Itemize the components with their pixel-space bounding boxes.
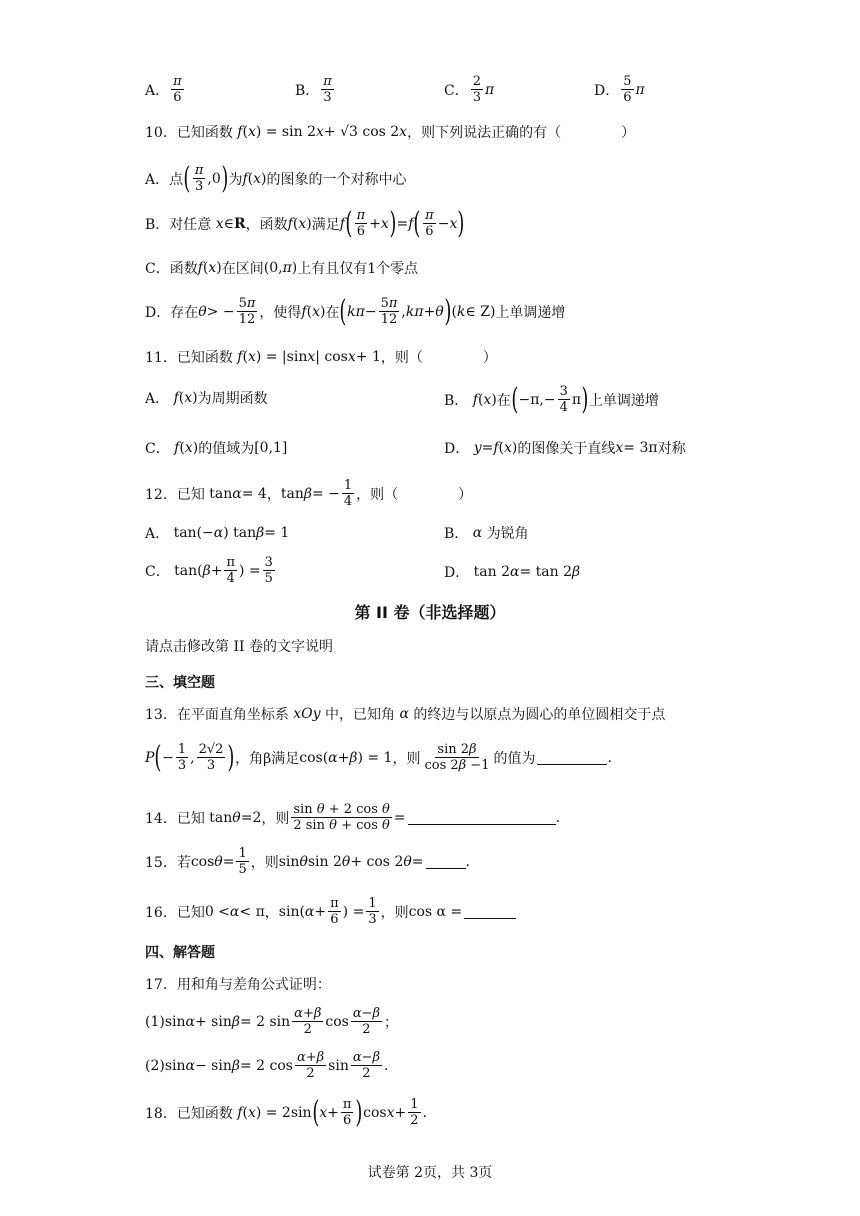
q9-option-b: B． $\frac{\pi}{3}$ xyxy=(295,74,332,105)
q14: 14．已知 tan θ =2 ，则 $\frac{\text{sin θ + 2 cos θ}}{\text{2 sin θ + cos θ}}$ = . xyxy=(145,802,561,833)
q12-option-b: B． α 为锐角 xyxy=(444,525,529,542)
part2-title: 第 II 卷（非选择题） xyxy=(354,603,506,622)
q10-stem: 10．已知函数 f ( x ) = sin 2 x + √3 cos 2 x ，则下列说法正确的有（ ） xyxy=(145,124,636,141)
section-solutions: 四、解答题 xyxy=(145,945,215,961)
q12-stem: 12．已知 tan α = 4 ， tan β = − $\frac{1}{4}$ ，则（ ） xyxy=(145,478,473,509)
q11-option-a: A． f ( x ) 为周期函数 xyxy=(145,390,268,407)
q12-option-a: A． tan(− α ) tan β = 1 xyxy=(145,525,290,542)
section-fill-in: 三、填空题 xyxy=(145,675,215,691)
q17-stem: 17．用和角与差角公式证明： xyxy=(145,977,331,993)
q18-stem: 18．已知函数 f ( x ) = 2sin ( x + $\frac{\pi}{6}$ ) cos x + $\frac{1}{2}$ . xyxy=(145,1094,427,1130)
q11-stem: 11．已知函数 f ( x ) = |sin x | cos x + 1 ，则（ ） xyxy=(145,349,497,366)
q11-option-b: B． f ( x ) 在 ( −π,− $\frac{3}{4}$ π ) 上单调递增 xyxy=(444,381,659,417)
q13-line2: P ( − $\frac{1}{3}$ , $\frac{2√2}{3}$ ) ，角β满足 cos( α + β ) = 1 ，则 $\frac{\sin 2\beta}{\cos 2\beta -1}$ 的值为 . xyxy=(145,739,612,775)
q10-option-d: D．存在 θ > − $\frac{5\pi}{12}$ ，使得 f ( x ) 在 ( kπ − $\frac{5\pi}{12}$ , kπ + θ ) ( k ∈ Z) 上单调递增 xyxy=(145,293,566,329)
q13-stem: 13．在平面直角坐标系 xOy 中，已知角 α 的终边与以原点为圆心的单位圆相交于点 xyxy=(145,706,666,723)
q12-option-d: D． tan 2 α = tan 2 β xyxy=(444,564,581,581)
q10-option-b: B．对任意 x ∈ R ，函数 f ( x ) 满足 f ( $\frac{\pi}{6}$ + x ) = f ( $\frac{\pi}{6}$ − x ) xyxy=(145,205,465,241)
q9-option-d: D． $\frac{5}{6}$ π xyxy=(594,74,645,105)
q9-option-a: A． $\frac{\pi}{6}$ xyxy=(145,74,182,105)
q9-option-c: C． $\frac{2}{3}$ π xyxy=(444,74,495,105)
part2-note[interactable]: 请点击修改第 II 卷的文字说明 xyxy=(145,639,333,655)
page-footer: 试卷第 2页，共 3页 xyxy=(367,1165,493,1181)
q11-option-c: C． f ( x ) 的值域为 [0,1] xyxy=(145,440,288,457)
q11-option-d: D． y = f ( x ) 的图像关于直线 x = 3π 对称 xyxy=(444,440,686,457)
q10-option-c: C．函数 f ( x ) 在区间 (0, π ) 上有且仅有1个零点 xyxy=(145,260,419,277)
q17-part2: (2) sin α − sin β = 2 cos $\frac{\alpha+\beta}{2}$ sin $\frac{\alpha-\beta}{2}$ . xyxy=(145,1050,389,1081)
q16: 16．已知 0 < α < π ， sin( α + $\frac{\pi}{6}$ ) = $\frac{1}{3}$ ，则 cos α = xyxy=(145,896,516,927)
q10-option-a: A．点 ( $\frac{\pi}{3}$ ,0 ) 为 f ( x ) 的图象的一个对称中心 xyxy=(145,160,407,196)
q15: 15．若 cos θ = $\frac{1}{5}$ ，则 sin θ sin 2 θ + cos 2 θ = . xyxy=(145,846,470,877)
q12-option-c: C． tan( β + $\frac{\pi}{4}$ ) = $\frac{3}{5}$ xyxy=(145,555,273,586)
q17-part1: (1) sin α + sin β = 2 sin $\frac{\alpha+\beta}{2}$ cos $\frac{\alpha-\beta}{2}$ ； xyxy=(145,1006,399,1037)
